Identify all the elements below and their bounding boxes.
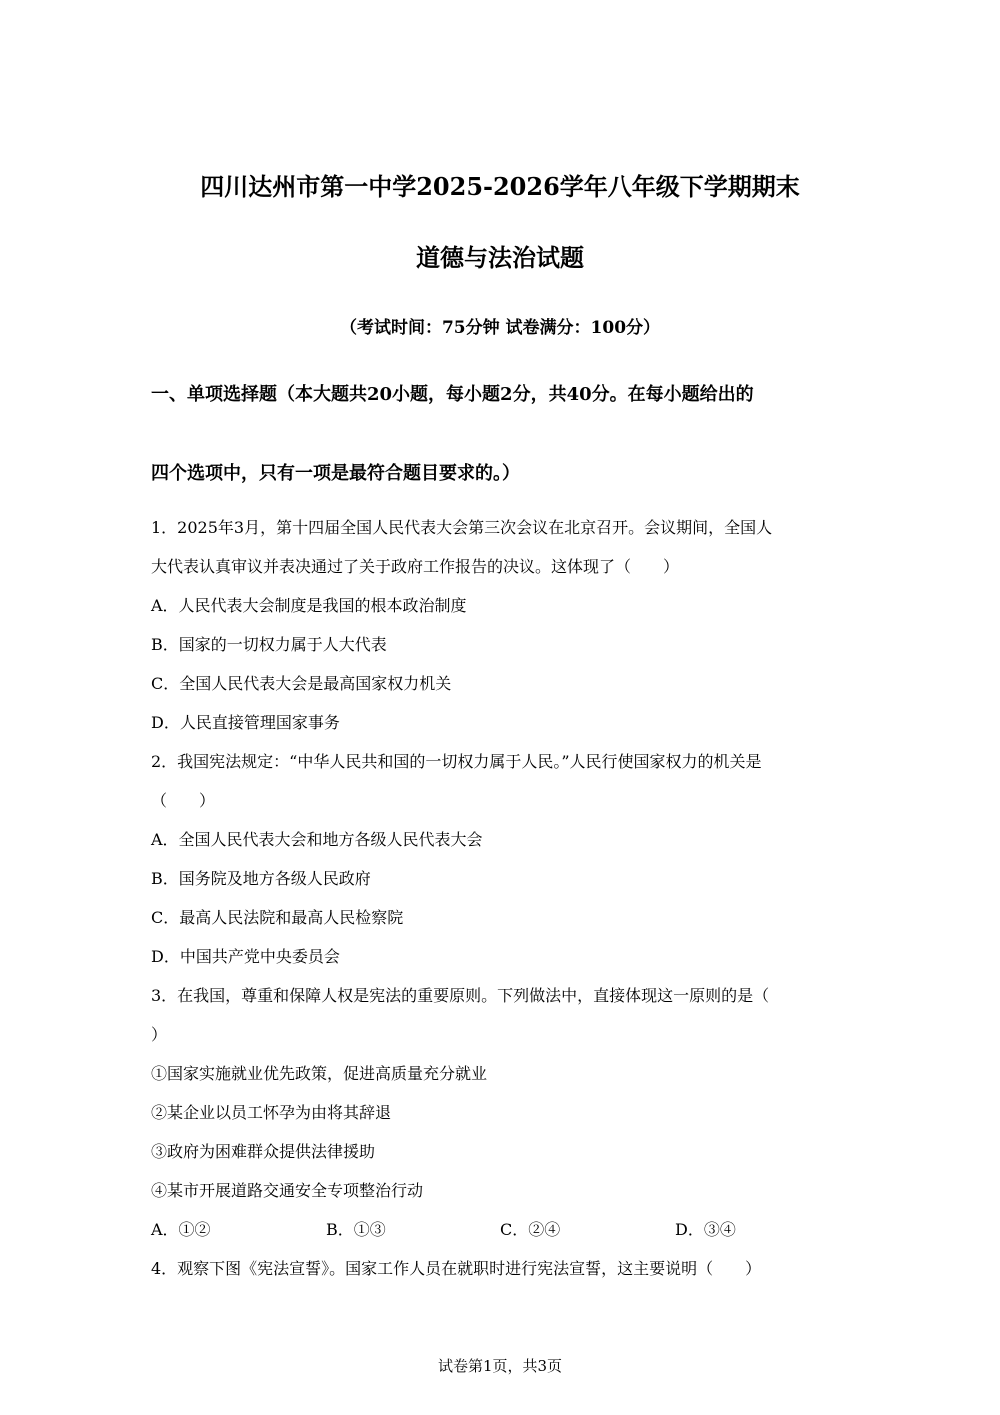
question-2-option-c: C．最高人民法院和最高人民检察院 [151,908,404,927]
question-1-option-d: D．人民直接管理国家事务 [151,713,340,732]
question-1-stem-line2: 大代表认真审议并表决通过了关于政府工作报告的决议。这体现了（ ） [151,557,680,576]
exam-info: （考试时间：75分钟 试卷满分：100分） [339,318,661,338]
exam-title-line1: 四川达州市第一中学2025-2026学年八年级下学期期末 [200,172,800,201]
question-1-option-b: B．国家的一切权力属于人大代表 [151,635,387,654]
question-2-option-b: B．国务院及地方各级人民政府 [151,869,371,888]
question-2-stem-line2: （ ） [151,791,216,810]
question-3-choice-b: B．①③ [326,1220,386,1239]
question-1-stem-line1: 1．2025年3月，第十四届全国人民代表大会第三次会议在北京召开。会议期间，全国人 [151,518,773,537]
question-3-statement-4: ④某市开展道路交通安全专项整治行动 [151,1181,424,1200]
exam-title-line2: 道德与法治试题 [416,243,584,272]
section-heading-line2: 四个选项中，只有一项是最符合题目要求的。） [151,463,520,484]
section-heading-line1: 一、单项选择题（本大题共20小题，每小题2分，共40分。在每小题给出的 [151,384,754,405]
question-3-statement-1: ①国家实施就业优先政策，促进高质量充分就业 [151,1064,488,1083]
question-1-option-a: A．人民代表大会制度是我国的根本政治制度 [151,596,467,615]
question-3-stem-line1: 3．在我国，尊重和保障人权是宪法的重要原则。下列做法中，直接体现这一原则的是（ [151,986,770,1005]
page-footer: 试卷第1页，共3页 [437,1357,563,1375]
question-3-stem-line2: ） [151,1025,168,1044]
question-3-choice-c: C．②④ [500,1220,561,1239]
question-3-statement-2: ②某企业以员工怀孕为由将其辞退 [151,1103,392,1122]
question-2-option-a: A．全国人民代表大会和地方各级人民代表大会 [151,830,483,849]
question-3-choice-d: D．③④ [675,1220,736,1239]
question-3-statement-3: ③政府为困难群众提供法律援助 [151,1142,376,1161]
question-3-choice-a: A．①② [151,1220,211,1239]
question-1-option-c: C．全国人民代表大会是最高国家权力机关 [151,674,452,693]
question-4-stem-line1: 4．观察下图《宪法宣誓》。国家工作人员在就职时进行宪法宣誓，这主要说明（ ） [151,1259,762,1278]
question-2-option-d: D．中国共产党中央委员会 [151,947,340,966]
question-2-stem-line1: 2．我国宪法规定：“中华人民共和国的一切权力属于人民。”人民行使国家权力的机关是 [151,752,762,771]
